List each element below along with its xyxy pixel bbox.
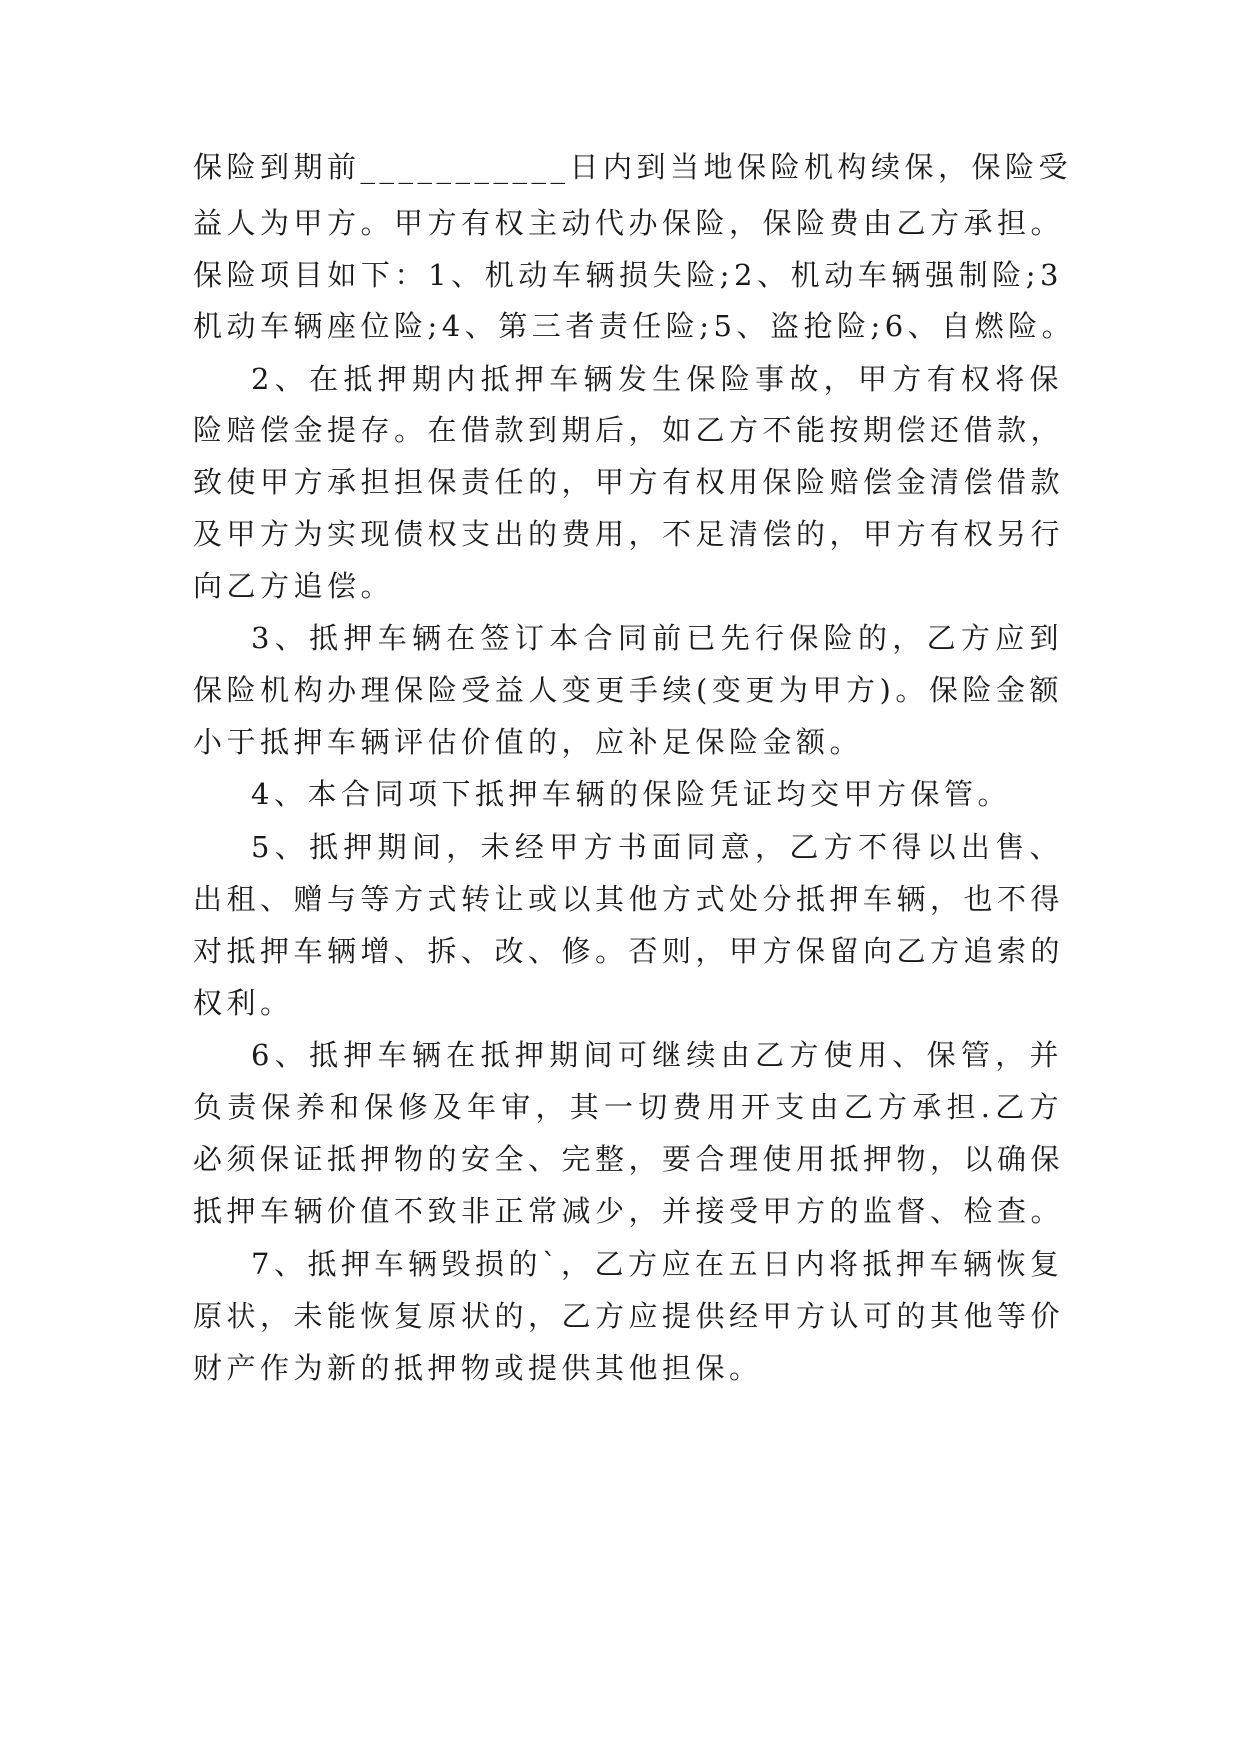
text-line: 5、抵押期间，未经甲方书面同意，乙方不得以出售、 (251, 830, 1063, 864)
text-line: 保险机构办理保险受益人变更手续(变更为甲方)。保险金额 (193, 673, 1063, 707)
text-line: 对抵押车辆增、拆、改、修。否则，甲方保留向乙方追索的 (193, 934, 1065, 968)
text-line: 及甲方为实现债权支出的费用，不足清偿的，甲方有权另行 (193, 517, 1065, 551)
text-line: 必须保证抵押物的安全、完整，要合理使用抵押物，以确保 (193, 1142, 1065, 1176)
text-line: 负责保养和保修及年审，其一切费用开支由乙方承担.乙方 (193, 1090, 1063, 1124)
text-line: 保险到期前___________日内到当地保险机构续保，保险受 (193, 150, 1073, 184)
text-line: 机动车辆座位险;4、第三者责任险;5、盗抢险;6、自燃险。 (193, 309, 1076, 343)
text-line: 险赔偿金提存。在借款到期后，如乙方不能按期偿还借款， (193, 413, 1065, 447)
text-line: 权利。 (193, 986, 294, 1020)
text-line: 财产作为新的抵押物或提供其他担保。 (193, 1351, 763, 1385)
text-line: 7、抵押车辆毁损的`，乙方应在五日内将抵押车辆恢复 (251, 1247, 1064, 1281)
text-line: 小于抵押车辆评估价值的，应补足保险金额。 (193, 725, 864, 759)
text-line: 6、抵押车辆在抵押期间可继续由乙方使用、保管，并 (251, 1038, 1063, 1072)
text-line: 3、抵押车辆在签订本合同前已先行保险的，乙方应到 (251, 621, 1063, 655)
text-line: 出租、赠与等方式转让或以其他方式处分抵押车辆，也不得 (193, 882, 1065, 916)
text-line: 4、本合同项下抵押车辆的保险凭证均交甲方保管。 (251, 777, 1011, 811)
text-line: 益人为甲方。甲方有权主动代办保险，保险费由乙方承担。 (193, 206, 1065, 240)
text-line: 2、在抵押期内抵押车辆发生保险事故，甲方有权将保 (251, 362, 1063, 396)
text-line: 原状，未能恢复原状的，乙方应提供经甲方认可的其他等价 (193, 1299, 1065, 1333)
text-line: 保险项目如下：1、机动车辆损失险;2、机动车辆强制险;3 (193, 258, 1063, 292)
text-line: 致使甲方承担担保责任的，甲方有权用保险赔偿金清偿借款 (193, 465, 1065, 499)
text-line: 抵押车辆价值不致非正常减少，并接受甲方的监督、检查。 (193, 1194, 1065, 1228)
text-line: 向乙方追偿。 (193, 569, 395, 603)
